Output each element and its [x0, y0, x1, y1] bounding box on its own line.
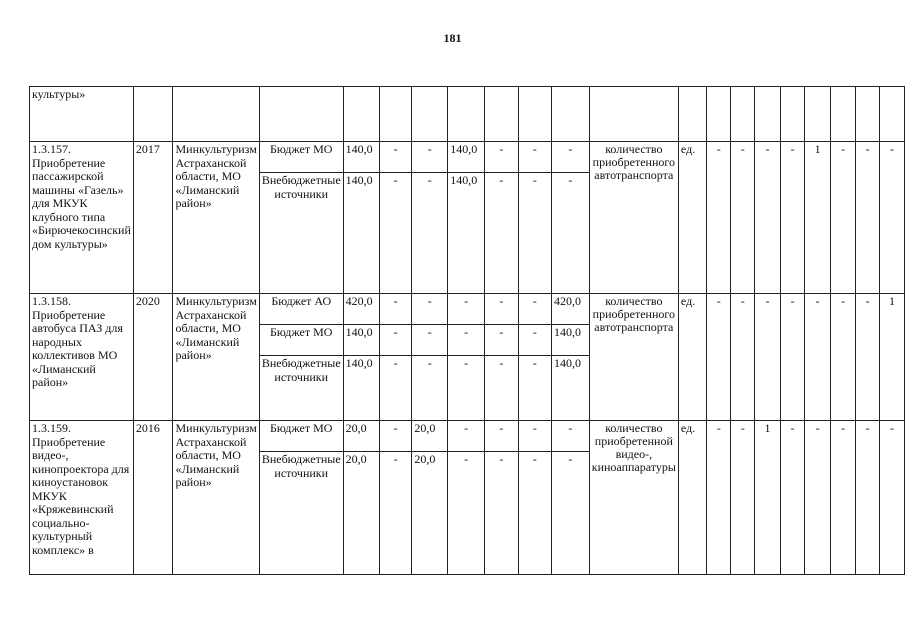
year-amount-cell: 420,0	[552, 294, 590, 325]
indicator-value-cell: -	[755, 294, 781, 421]
indicator-value-cell: -	[856, 142, 880, 294]
indicator-value-cell: -	[706, 294, 731, 421]
year-amount-cell: -	[518, 421, 551, 452]
indicator-value-cell: -	[731, 294, 755, 421]
table-row	[30, 142, 905, 173]
year-amount-cell: -	[379, 142, 412, 173]
page-number: 181	[443, 31, 462, 45]
indicator-value-cell: -	[805, 421, 831, 575]
year-amount-cell: -	[412, 325, 448, 356]
indicator-value-cell: -	[731, 421, 755, 575]
event-cell: 1.3.157. Приобретение пассажирской машины «Газель» для МКУК клубного типа «Бирючекосинский дом культуры»	[30, 142, 134, 294]
year-amount-cell: -	[379, 452, 412, 575]
unit-cell: ед.	[678, 421, 706, 575]
unit-cell: ед.	[678, 142, 706, 294]
source-cell: Бюджет МО	[259, 325, 343, 356]
table-row	[30, 421, 905, 452]
indicator-value-cell: -	[856, 294, 880, 421]
year-amount-cell: -	[379, 325, 412, 356]
executor-cell: Минкультуризм Астраханской области, МО «Лиманский район»	[173, 421, 259, 575]
event-cell: культуры»	[30, 87, 134, 142]
year-amount-cell: -	[485, 173, 518, 294]
year-amount-cell: -	[518, 325, 551, 356]
indicator-value-cell: -	[706, 421, 731, 575]
total-cell: 140,0	[343, 142, 379, 173]
indicator-value-cell: -	[856, 421, 880, 575]
indicator-cell: количество приобретенной видео-, киноаппаратуры	[589, 421, 678, 575]
year-amount-cell: -	[552, 421, 590, 452]
indicator-value-cell: -	[706, 142, 731, 294]
year-cell: 2016	[133, 421, 173, 575]
year-amount-cell: -	[379, 294, 412, 325]
year-amount-cell: -	[485, 294, 518, 325]
year-amount-cell: -	[379, 421, 412, 452]
year-amount-cell: -	[485, 325, 518, 356]
total-cell: 140,0	[343, 325, 379, 356]
continuation-row	[30, 87, 905, 142]
year-amount-cell: -	[485, 452, 518, 575]
indicator-cell: количество приобретенного автотранспорта	[589, 142, 678, 294]
executor-cell: Минкультуризм Астраханской области, МО «Лиманский район»	[173, 294, 259, 421]
year-amount-cell: -	[448, 294, 485, 325]
total-cell: 20,0	[343, 452, 379, 575]
source-cell: Внебюджетные источники	[259, 452, 343, 575]
year-amount-cell: -	[379, 356, 412, 421]
year-amount-cell: -	[518, 356, 551, 421]
year-amount-cell: -	[485, 421, 518, 452]
year-amount-cell: -	[448, 421, 485, 452]
indicator-value-cell: -	[780, 294, 805, 421]
year-amount-cell: -	[485, 356, 518, 421]
indicator-value-cell: 1	[805, 142, 831, 294]
year-amount-cell: 20,0	[412, 452, 448, 575]
indicator-value-cell: -	[755, 142, 781, 294]
year-amount-cell: -	[412, 142, 448, 173]
year-amount-cell: 140,0	[448, 142, 485, 173]
year-cell: 2017	[133, 142, 173, 294]
indicator-value-cell: -	[780, 142, 805, 294]
total-cell: 20,0	[343, 421, 379, 452]
year-amount-cell: -	[518, 294, 551, 325]
year-amount-cell: -	[518, 142, 551, 173]
table-row	[30, 294, 905, 325]
year-amount-cell: -	[448, 452, 485, 575]
year-amount-cell: 140,0	[552, 356, 590, 421]
year-amount-cell: -	[552, 142, 590, 173]
source-cell: Бюджет МО	[259, 142, 343, 173]
indicator-value-cell: 1	[880, 294, 905, 421]
year-amount-cell: -	[552, 173, 590, 294]
year-amount-cell: -	[412, 173, 448, 294]
indicator-value-cell: -	[831, 142, 856, 294]
year-amount-cell: 140,0	[448, 173, 485, 294]
program-events-table	[29, 86, 905, 575]
total-cell: 140,0	[343, 356, 379, 421]
event-cell: 1.3.159. Приобретение видео-, кинопроектора для киноустановок МКУК «Кряжевинский социально-культурный комплекс» в	[30, 421, 134, 575]
total-cell: 420,0	[343, 294, 379, 325]
year-amount-cell: -	[518, 173, 551, 294]
source-cell: Внебюджетные источники	[259, 173, 343, 294]
year-amount-cell: 140,0	[552, 325, 590, 356]
year-amount-cell: 20,0	[412, 421, 448, 452]
year-amount-cell: -	[448, 325, 485, 356]
year-amount-cell: -	[412, 294, 448, 325]
year-amount-cell: -	[552, 452, 590, 575]
executor-cell: Минкультуризм Астраханской области, МО «Лиманский район»	[173, 142, 259, 294]
source-cell: Бюджет АО	[259, 294, 343, 325]
year-amount-cell: -	[448, 356, 485, 421]
indicator-value-cell: -	[880, 142, 905, 294]
event-cell: 1.3.158. Приобретение автобуса ПАЗ для народных коллективов МО «Лиманский район»	[30, 294, 134, 421]
indicator-value-cell: -	[780, 421, 805, 575]
year-cell: 2020	[133, 294, 173, 421]
indicator-value-cell: 1	[755, 421, 781, 575]
year-amount-cell: -	[379, 173, 412, 294]
total-cell: 140,0	[343, 173, 379, 294]
indicator-value-cell: -	[831, 294, 856, 421]
unit-cell: ед.	[678, 294, 706, 421]
indicator-value-cell: -	[880, 421, 905, 575]
indicator-value-cell: -	[731, 142, 755, 294]
year-amount-cell: -	[412, 356, 448, 421]
source-cell: Бюджет МО	[259, 421, 343, 452]
year-amount-cell: -	[485, 142, 518, 173]
source-cell: Внебюджетные источники	[259, 356, 343, 421]
indicator-value-cell: -	[831, 421, 856, 575]
indicator-value-cell: -	[805, 294, 831, 421]
year-amount-cell: -	[518, 452, 551, 575]
indicator-cell: количество приобретенного автотранспорта	[589, 294, 678, 421]
